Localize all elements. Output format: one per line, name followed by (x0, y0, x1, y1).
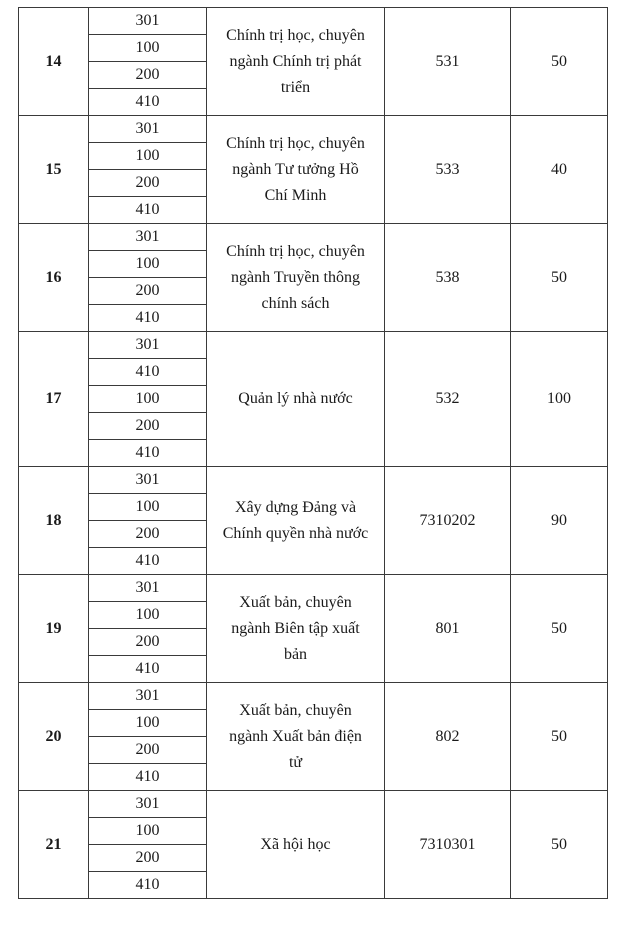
major-code: 533 (385, 116, 511, 224)
quota: 50 (511, 8, 608, 116)
combination-code: 200 (89, 629, 207, 656)
combination-code: 200 (89, 278, 207, 305)
combination-code: 410 (89, 548, 207, 575)
major-name-line: ngành Biên tập xuất (231, 619, 360, 637)
major-name-line: Chính trị học, chuyên (226, 242, 365, 260)
combination-code: 100 (89, 602, 207, 629)
combination-code: 100 (89, 35, 207, 62)
major-name-line: Xã hội học (260, 835, 331, 853)
combination-code: 100 (89, 710, 207, 737)
table-row (19, 332, 608, 359)
combination-code: 200 (89, 170, 207, 197)
combination-code: 100 (89, 251, 207, 278)
combination-code: 301 (89, 791, 207, 818)
major-name-line: Chính trị học, chuyên (226, 26, 365, 44)
major-code: 802 (385, 683, 511, 791)
combination-code: 410 (89, 89, 207, 116)
major-name-line: Xuất bản, chuyên (239, 593, 352, 611)
combination-code: 301 (89, 467, 207, 494)
table-row (19, 116, 608, 143)
combination-code: 410 (89, 440, 207, 467)
admission-table (18, 7, 608, 899)
combination-code: 410 (89, 305, 207, 332)
combination-code: 410 (89, 764, 207, 791)
major-name (207, 467, 385, 575)
major-name-line: ngành Tư tưởng Hồ (232, 160, 359, 178)
row-number: 20 (19, 683, 89, 791)
combination-code: 200 (89, 413, 207, 440)
quota: 50 (511, 683, 608, 791)
major-code: 538 (385, 224, 511, 332)
table-body (19, 8, 608, 899)
combination-code: 100 (89, 143, 207, 170)
major-name (207, 332, 385, 467)
row-number: 14 (19, 8, 89, 116)
major-code: 7310202 (385, 467, 511, 575)
major-name-line: ngành Xuất bản điện (229, 727, 362, 745)
row-number: 15 (19, 116, 89, 224)
major-name (207, 683, 385, 791)
row-number: 19 (19, 575, 89, 683)
combination-code: 301 (89, 116, 207, 143)
row-number: 17 (19, 332, 89, 467)
combination-code: 200 (89, 62, 207, 89)
major-name-line: Chí Minh (264, 186, 327, 204)
major-name-line: Xuất bản, chuyên (239, 701, 352, 719)
row-number: 16 (19, 224, 89, 332)
major-name-line: triển (280, 78, 311, 96)
major-name (207, 224, 385, 332)
combination-code: 410 (89, 197, 207, 224)
table-row (19, 683, 608, 710)
quota: 50 (511, 575, 608, 683)
combination-code: 301 (89, 8, 207, 35)
major-name (207, 116, 385, 224)
table-row (19, 224, 608, 251)
major-name-line: Quản lý nhà nước (238, 390, 353, 407)
combination-code: 410 (89, 656, 207, 683)
major-name-line: Xây dựng Đảng và (234, 498, 357, 516)
combination-code: 301 (89, 332, 207, 359)
combination-code: 301 (89, 575, 207, 602)
combination-code: 410 (89, 359, 207, 386)
major-name (207, 575, 385, 683)
row-number: 21 (19, 791, 89, 899)
quota: 40 (511, 116, 608, 224)
combination-code: 200 (89, 737, 207, 764)
combination-code: 100 (89, 386, 207, 413)
major-name-line: ngành Truyền thông (231, 268, 360, 286)
major-name-line: tử (288, 753, 303, 771)
combination-code: 410 (89, 872, 207, 899)
table-row (19, 8, 608, 35)
major-name-line: Chính quyền nhà nước (222, 524, 369, 542)
major-code: 7310301 (385, 791, 511, 899)
major-code: 532 (385, 332, 511, 467)
combination-code: 301 (89, 683, 207, 710)
combination-code: 301 (89, 224, 207, 251)
table-row (19, 467, 608, 494)
combination-code: 100 (89, 818, 207, 845)
quota: 50 (511, 224, 608, 332)
quota: 90 (511, 467, 608, 575)
major-name (207, 8, 385, 116)
quota: 50 (511, 791, 608, 899)
combination-code: 200 (89, 521, 207, 548)
row-number: 18 (19, 467, 89, 575)
combination-code: 100 (89, 494, 207, 521)
major-code: 531 (385, 8, 511, 116)
combination-code: 200 (89, 845, 207, 872)
major-name (207, 791, 385, 899)
quota: 100 (511, 332, 608, 467)
table-row (19, 791, 608, 818)
major-name-line: bản (283, 645, 308, 663)
major-name-line: chính sách (261, 294, 330, 312)
major-name-line: Chính trị học, chuyên (226, 134, 365, 152)
table-row (19, 575, 608, 602)
major-code: 801 (385, 575, 511, 683)
major-name-line: ngành Chính trị phát (229, 52, 362, 70)
